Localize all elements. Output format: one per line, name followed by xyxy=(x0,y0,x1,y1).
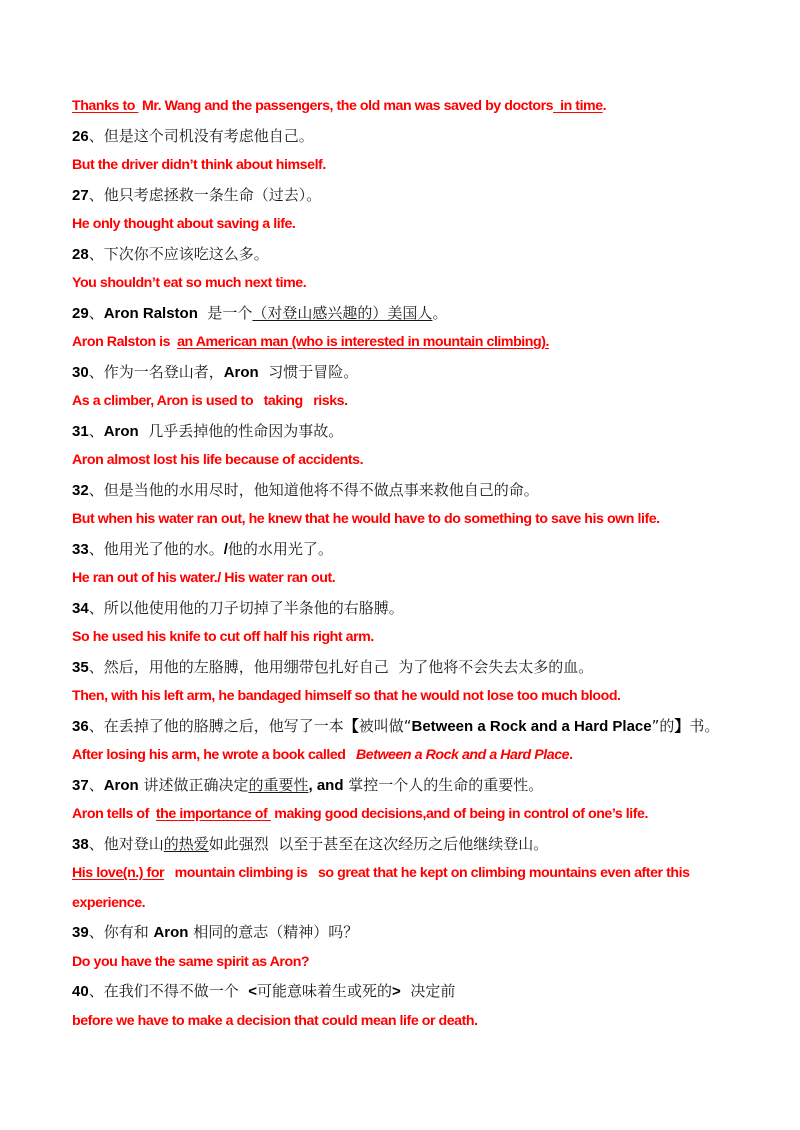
text-segment: 、下次你不应该吃这么多。 xyxy=(88,244,269,263)
text-segment: Aron Ralston xyxy=(103,304,198,322)
text-segment: Aron xyxy=(153,924,189,941)
text-segment: 、他用光了他的水。 xyxy=(88,539,224,558)
english-answer-line xyxy=(72,269,762,299)
text-segment: Aron Ralston is xyxy=(72,334,178,350)
item-number: 30 xyxy=(72,363,89,381)
text-segment: 掌控一个人的生命的重要性。 xyxy=(343,775,544,794)
english-answer-line xyxy=(72,948,762,978)
text-segment: 。 xyxy=(432,303,448,322)
english-answer-line xyxy=(72,210,762,240)
text-segment: He only thought about saving a life. xyxy=(72,216,296,232)
text-segment: before we have to make a decision that could mean life or death. xyxy=(72,1012,478,1029)
english-answer-line xyxy=(72,859,762,889)
text-segment: Aron xyxy=(223,363,259,381)
underlined-phrase: in time xyxy=(553,98,603,114)
chinese-prompt-line xyxy=(72,417,762,447)
worksheet-page xyxy=(72,92,762,1036)
item-number: 35 xyxy=(72,658,89,676)
text-segment: and xyxy=(312,776,344,794)
chinese-prompt-line xyxy=(72,358,762,388)
text-segment: 如此强烈 以至于甚至在这次经历之后他继续登山。 xyxy=(208,834,549,853)
text-segment: 【 xyxy=(343,717,359,735)
text-segment: experience. xyxy=(72,894,146,911)
underlined-phrase: （对登山感兴趣的）美国人 xyxy=(252,303,433,322)
text-segment: 】 xyxy=(674,717,690,735)
english-answer-line xyxy=(72,328,762,358)
item-number: 31 xyxy=(72,422,89,440)
chinese-prompt-line xyxy=(72,240,762,270)
text-segment: Then, with his left arm, he bandaged himself so that he would not lose too much blood. xyxy=(72,688,621,704)
text-segment: 是一个 xyxy=(197,303,253,322)
item-number: 37 xyxy=(72,776,89,794)
text-segment: ”的 xyxy=(651,716,675,735)
text-segment: As a climber, Aron is used to taking risks. xyxy=(72,393,348,409)
text-segment: Aron xyxy=(103,422,139,440)
underlined-phrase: 的热爱 xyxy=(163,834,209,853)
english-answer-line xyxy=(72,446,762,476)
text-segment: 可能意味着生或死的 xyxy=(257,982,393,1000)
item-number: 40 xyxy=(72,983,89,1000)
item-number: 32 xyxy=(72,481,89,499)
chinese-prompt-line xyxy=(72,594,762,624)
text-segment: 讲述做正确决定 xyxy=(138,775,249,794)
text-segment: 、 xyxy=(88,775,104,794)
chinese-prompt-line xyxy=(72,181,762,211)
item-number: 26 xyxy=(72,127,89,145)
text-segment: mountain climbing is so great that he kept on climbing mountains even after this xyxy=(164,865,690,881)
english-answer-line xyxy=(72,92,762,122)
text-segment: Aron xyxy=(103,776,139,794)
item-number: 36 xyxy=(72,717,89,735)
chinese-prompt-line xyxy=(72,476,762,506)
text-segment: He ran out of his water./ His water ran out. xyxy=(72,570,336,586)
text-segment: 、你有和 xyxy=(88,923,154,941)
english-answer-line xyxy=(72,623,762,653)
text-segment: You shouldn’t eat so much next time. xyxy=(72,275,307,291)
text-segment: But when his water ran out, he knew that he would have to do something to save his own life. xyxy=(72,511,660,527)
underlined-phrase: Thanks to xyxy=(72,98,139,114)
text-segment: making good decisions,and of being in control of one’s life. xyxy=(270,806,648,822)
underlined-phrase: an American man (who is interested in mountain climbing). xyxy=(177,334,549,350)
english-answer-line xyxy=(72,889,762,919)
item-number: 33 xyxy=(72,540,89,558)
text-segment: After losing his arm, he wrote a book called xyxy=(72,747,356,763)
underlined-phrase: the importance of xyxy=(155,806,271,822)
text-segment: . xyxy=(602,98,607,114)
text-segment: Do you have the same spirit as Aron? xyxy=(72,953,310,970)
text-segment: 、在我们不得不做一个 xyxy=(88,982,249,1000)
text-segment: 、但是这个司机没有考虑他自己。 xyxy=(88,126,314,145)
english-answer-line xyxy=(72,741,762,771)
text-segment: 决定前 xyxy=(400,982,456,1000)
text-segment: 、他只考虑拯救一条生命（过去）。 xyxy=(88,185,322,204)
english-answer-line xyxy=(72,505,762,535)
text-segment: Between a Rock and a Hard Place xyxy=(411,717,652,735)
text-segment: 几乎丢掉他的性命因为事故。 xyxy=(138,421,344,440)
text-segment: > xyxy=(392,983,401,1000)
english-answer-line xyxy=(72,800,762,830)
text-segment: Aron tells of xyxy=(72,806,156,822)
text-segment: 、在丢掉了他的胳膊之后，他写了一本 xyxy=(88,716,344,735)
text-segment: 被叫做“ xyxy=(358,716,412,735)
text-segment: 、然后，用他的左胳膊，他用绷带包扎好自己 为了他将不会失去太多的血。 xyxy=(88,657,594,676)
item-number: 29 xyxy=(72,304,89,322)
text-segment: 、 xyxy=(88,421,104,440)
chinese-prompt-line xyxy=(72,977,762,1007)
text-segment: 相同的意志（精神）吗？ xyxy=(188,923,359,941)
text-segment: < xyxy=(248,983,257,1000)
text-segment: 、所以他使用他的刀子切掉了半条他的右胳膊。 xyxy=(88,598,404,617)
chinese-prompt-line xyxy=(72,918,762,948)
text-segment: So he used his knife to cut off half his right arm. xyxy=(72,629,374,645)
text-segment: , xyxy=(308,776,313,794)
chinese-prompt-line xyxy=(72,830,762,860)
underlined-phrase: His love(n.) for xyxy=(72,865,165,881)
book-title: Between a Rock and a Hard Place xyxy=(355,747,570,763)
english-answer-line xyxy=(72,151,762,181)
text-segment: Aron almost lost his life because of accidents. xyxy=(72,452,364,468)
text-segment: Mr. Wang and the passengers, the old man was saved by doctors xyxy=(138,98,554,114)
chinese-prompt-line xyxy=(72,712,762,742)
english-answer-line xyxy=(72,564,762,594)
text-segment: 书。 xyxy=(689,716,720,735)
chinese-prompt-line xyxy=(72,535,762,565)
chinese-prompt-line xyxy=(72,653,762,683)
text-segment: / xyxy=(223,540,228,558)
item-number: 39 xyxy=(72,924,89,941)
chinese-prompt-line xyxy=(72,771,762,801)
text-segment: 、 xyxy=(88,303,104,322)
item-number: 38 xyxy=(72,835,89,853)
text-segment: 、作为一名登山者， xyxy=(88,362,224,381)
text-segment: But the driver didn’t think about himself. xyxy=(72,157,326,173)
english-answer-line xyxy=(72,682,762,712)
english-answer-line xyxy=(72,387,762,417)
chinese-prompt-line xyxy=(72,122,762,152)
item-number: 28 xyxy=(72,245,89,263)
text-segment: . xyxy=(569,747,573,763)
text-segment: 、但是当他的水用尽时，他知道他将不得不做点事来救他自己的命。 xyxy=(88,480,539,499)
item-number: 34 xyxy=(72,599,89,617)
underlined-phrase: 的重要性 xyxy=(248,775,309,794)
text-segment: 习惯于冒险。 xyxy=(258,362,359,381)
item-number: 27 xyxy=(72,186,89,204)
english-answer-line xyxy=(72,1007,762,1037)
chinese-prompt-line xyxy=(72,299,762,329)
text-segment: 他的水用光了。 xyxy=(227,539,333,558)
text-segment: 、他对登山 xyxy=(88,834,164,853)
